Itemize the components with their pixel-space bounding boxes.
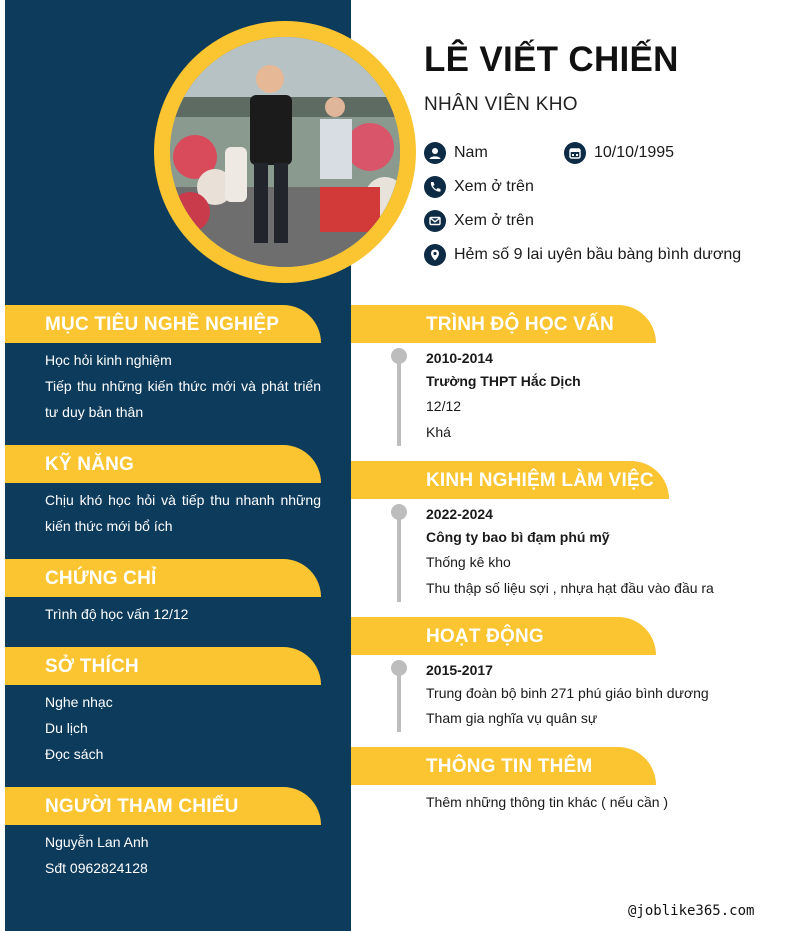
gender-info (424, 142, 488, 164)
mail-icon (424, 210, 446, 232)
career-goal-heading: MỤC TIÊU NGHỀ NGHIỆP (5, 305, 321, 343)
education-heading: TRÌNH ĐỘ HỌC VẤN (351, 305, 656, 343)
hobby-item: Nghe nhạc (45, 694, 113, 710)
experience-company: Công ty bao bì đạm phú mỹ (426, 529, 610, 545)
experience-line: Thống kê kho (426, 554, 511, 570)
email-info (424, 210, 534, 232)
candidate-name: LÊ VIẾT CHIẾN (424, 40, 679, 79)
hobby-item: Du lịch (45, 720, 88, 736)
timeline-line (397, 668, 401, 732)
reference-item: Nguyễn Lan Anh (45, 834, 149, 850)
birthday-value: 10/10/1995 (594, 144, 675, 161)
birthday-info (564, 142, 674, 164)
phone-value: Xem ở trên (454, 178, 534, 195)
activities-line: Trung đoàn bộ binh 271 phú giáo bình dương (426, 685, 709, 701)
extra-info-heading: THÔNG TIN THÊM (351, 747, 656, 785)
reference-item: Sđt 0962824128 (45, 860, 148, 876)
certificates-list (45, 601, 321, 627)
timeline-line (397, 356, 401, 446)
hobby-item: Đọc sách (45, 746, 104, 762)
calendar-icon (564, 142, 586, 164)
education-period: 2010-2014 (426, 350, 493, 366)
experience-period: 2022-2024 (426, 506, 493, 522)
experience-heading: KINH NGHIỆM LÀM VIỆC (351, 461, 669, 499)
career-goal-item: Học hỏi kinh nghiệm (45, 352, 172, 368)
education-line: Khá (426, 424, 451, 440)
career-goal-item: Tiếp thu những kiến thức mới và phát triển tư duy bản thân (45, 378, 321, 420)
references-heading: NGƯỜI THAM CHIẾU (5, 787, 321, 825)
job-title: NHÂN VIÊN KHO (424, 94, 578, 115)
hobbies-heading: SỞ THÍCH (5, 647, 321, 685)
references-list (45, 829, 321, 881)
education-line: 12/12 (426, 398, 462, 414)
certificates-heading: CHỨNG CHỈ (5, 559, 321, 597)
extra-info-text: Thêm những thông tin khác ( nếu cần ) (426, 794, 669, 810)
email-value: Xem ở trên (454, 212, 534, 229)
location-pin-icon (424, 244, 446, 266)
phone-info (424, 176, 534, 198)
watermark: @joblike365.com (628, 903, 755, 919)
certificate-item: Trình độ học vấn 12/12 (45, 606, 189, 622)
skills-list (45, 487, 321, 539)
user-icon (424, 142, 446, 164)
experience-line: Thu thập số liệu sợi , nhựa hạt đầu vào đầu ra (426, 580, 714, 596)
activities-line: Tham gia nghĩa vụ quân sự (426, 710, 598, 726)
timeline-line (397, 512, 401, 602)
skill-item: Chịu khó học hỏi và tiếp thu nhanh những kiến thức mới bổ ích (45, 492, 321, 534)
career-goal-list (45, 347, 321, 425)
address-value: Hẻm số 9 lai uyên bầu bàng bình dương (454, 246, 742, 263)
address-info (424, 244, 741, 266)
gender-value: Nam (454, 144, 488, 161)
activities-period: 2015-2017 (426, 662, 493, 678)
skills-heading: KỸ NĂNG (5, 445, 321, 483)
activities-heading: HOẠT ĐỘNG (351, 617, 656, 655)
profile-photo (170, 37, 400, 267)
education-school: Trường THPT Hắc Dịch (426, 373, 581, 389)
phone-icon (424, 176, 446, 198)
hobbies-list (45, 689, 321, 767)
